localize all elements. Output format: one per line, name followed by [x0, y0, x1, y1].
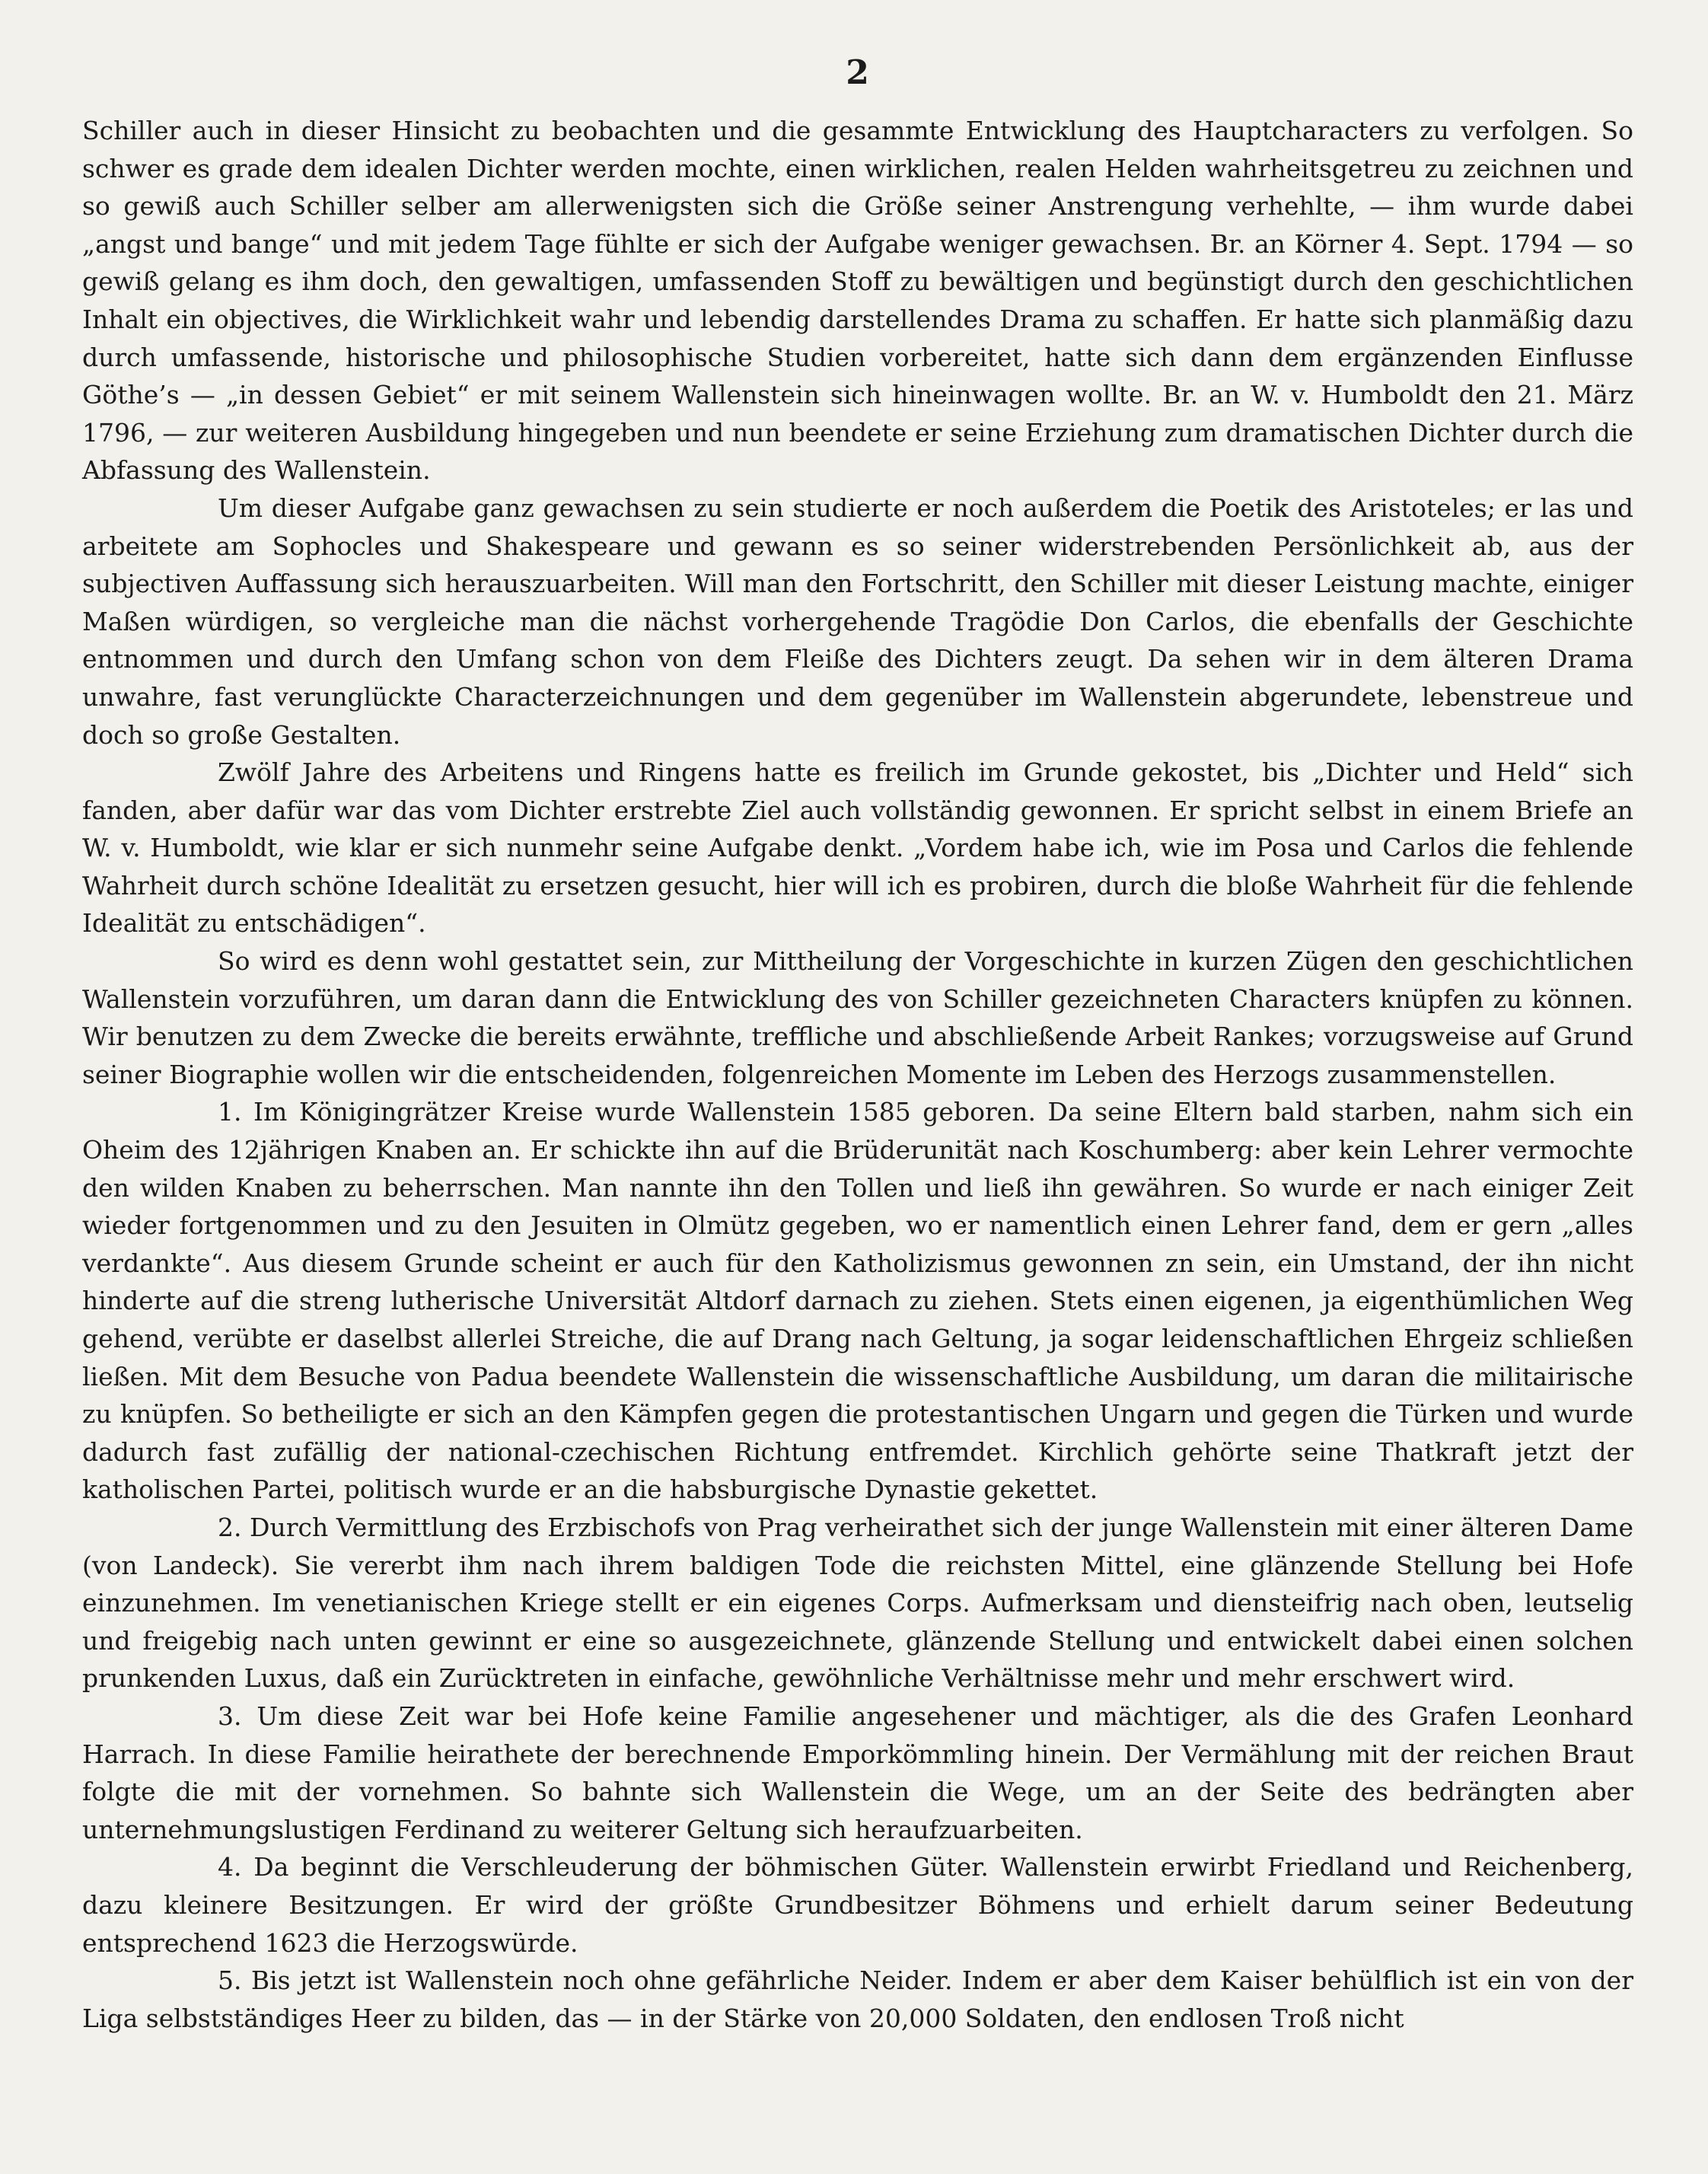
numbered-paragraph: 1. Im Königingrätzer Kreise wurde Wallenstein 1585 geboren. Da seine Eltern bald starben, nahm sich ein Oheim des 12jährigen Knaben an. Er schickte ihn auf die Brüderunität nach Koschumberg: aber kein Lehrer vermochte den wilden Knaben zu beherrschen. Man nannte ihn den Tollen und ließ ihn gewähren. So wurde er nach einiger Zeit wieder fortgenommen und zu den Jesuiten in Olmütz gegeben, wo er namentlich einen Lehrer fand, dem er gern „alles verdankte“. Aus diesem Grunde scheint er auch für den Katholizismus gewonnen zn sein, ein Umstand, der ihn nicht hinderte auf die streng lutherische Universität Altdorf darnach zu ziehen. Stets einen eigenen, ja eigenthümlichen Weg gehend, verübte er daselbst allerlei Streiche, die auf Drang nach Geltung, ja sogar leidenschaftlichen Ehrgeiz schließen ließen. Mit dem Besuche von Padua beendete Wallenstein die wissenschaftliche Ausbildung, um daran die militairische zu knüpfen. So betheiligte er sich an den Kämpfen gegen die protestantischen Ungarn und gegen die Türken und wurde dadurch fast zufällig der national-czechischen Richtung entfremdet. Kirchlich gehörte seine Thatkraft jetzt der katholischen Partei, politisch wurde er an die habsburgische Dynastie gekettet. — [82, 1097, 1633, 1505]
numbered-paragraph: 3. Um diese Zeit war bei Hofe keine Familie angesehener und mächtiger, als die des Grafen Leonhard Harrach. In diese Familie heirathete der berechnende Emporkömmling hinein. Der Vermählung mit der reichen Braut folgte die mit der vornehmen. So bahnte sich Wallenstein die Wege, um an der Seite des bedrängten aber unternehmungslustigen Ferdinand zu weiterer Geltung sich heraufzuarbeiten. — [82, 1701, 1633, 1844]
paragraph: Zwölf Jahre des Arbeitens und Ringens hatte es freilich im Grunde gekostet, bis „Dichter und Held“ sich fanden, aber dafür war das vom Dichter erstrebte Ziel auch vollständig gewonnen. Er spricht selbst in einem Briefe an W. v. Humboldt, wie klar er sich nunmehr seine Aufgabe denkt. „Vordem habe ich, wie im Posa und Carlos die fehlende Wahrheit durch schöne Idealität zu ersetzen gesucht, hier will ich es probiren, durch die bloße Wahrheit für die fehlende Idealität zu entschädigen“. — [82, 757, 1633, 939]
numbered-paragraph: 5. Bis jetzt ist Wallenstein noch ohne gefährliche Neider. Indem er aber dem Kaiser behülflich ist ein von der Liga selbstständiges Heer zu bilden, das — in der Stärke von 20,000 Soldaten, den endlosen Troß nicht — [82, 1965, 1633, 2033]
numbered-paragraph: 4. Da beginnt die Verschleuderung der böhmischen Güter. Wallenstein erwirbt Friedland und Reichenberg, dazu kleinere Besitzungen. Er wird der größte Grundbesitzer Böhmens und erhielt darum seiner Bedeutung entsprechend 1623 die Herzogswürde. — [82, 1852, 1633, 1958]
numbered-paragraph: 2. Durch Vermittlung des Erzbischofs von Prag verheirathet sich der junge Wallenstein mit einer älteren Dame (von Landeck). Sie vererbt ihm nach ihrem baldigen Tode die reichsten Mittel, eine glänzende Stellung bei Hofe einzunehmen. Im venetianischen Kriege stellt er ein eigenes Corps. Aufmerksam und diensteifrig nach oben, leutselig und freigebig nach unten gewinnt er eine so ausgezeichnete, glänzende Stellung und entwickelt dabei einen solchen prunkenden Luxus, daß ein Zurücktreten in einfache, gewöhnliche Verhältnisse mehr und mehr erschwert wird. — [82, 1512, 1633, 1694]
page-number: 2 — [846, 53, 870, 92]
paragraph: Um dieser Aufgabe ganz gewachsen zu sein studierte er noch außerdem die Poetik des Aristoteles; er las und arbeitete am Sophocles und Shakespeare und gewann es so seiner widerstrebenden Persönlichkeit ab, aus der subjectiven Auffassung sich herauszuarbeiten. Will man den Fortschritt, den Schiller mit dieser Leistung machte, einiger Maßen würdigen, so vergleiche man die nächst vorhergehende Tragödie Don Carlos, die ebenfalls der Geschichte entnommen und durch den Umfang schon von dem Fleiße des Dichters zeugt. Da sehen wir in dem älteren Drama unwahre, fast verunglückte Characterzeichnungen und dem gegenüber im Wallenstein abgerundete, lebenstreue und doch so große Gestalten. — [82, 492, 1633, 750]
body-text — [82, 112, 1633, 2037]
paragraph: So wird es denn wohl gestattet sein, zur Mittheilung der Vorgeschichte in kurzen Zügen den geschichtlichen Wallenstein vorzuführen, um daran dann die Entwicklung des von Schiller gezeichneten Characters knüpfen zu können. Wir benutzen zu dem Zwecke die bereits erwähnte, treffliche und abschließende Arbeit Rankes; vorzugsweise auf Grund seiner Biographie wollen wir die entscheidenden, folgenreichen Momente im Leben des Herzogs zusammenstellen. — [82, 946, 1633, 1089]
paragraph: Schiller auch in dieser Hinsicht zu beobachten und die gesammte Entwicklung des Hauptcharacters zu verfolgen. So schwer es grade dem idealen Dichter werden mochte, einen wirklichen, realen Helden wahrheitsgetreu zu zeichnen und so gewiß auch Schiller selber am allerwenigsten sich die Größe seiner Anstrengung verhehlte, — ihm wurde dabei „angst und bange“ und mit jedem Tage fühlte er sich der Aufgabe weniger gewachsen. Br. an Körner 4. Sept. 1794 — so gewiß gelang es ihm doch, den gewaltigen, umfassenden Stoff zu bewältigen und begünstigt durch den geschichtlichen Inhalt ein objectives, die Wirklichkeit wahr und lebendig darstellendes Drama zu schaffen. Er hatte sich planmäßig dazu durch umfassende, historische und philosophische Studien vorbereitet, hatte sich dann dem ergänzenden Einflusse Göthe’s — „in dessen Gebiet“ er mit seinem Wallenstein sich hineinwagen wollte. Br. an W. v. Humboldt den 21. März 1796, — zur weiteren Ausbildung hingegeben und nun beendete er seine Erziehung zum dramatischen Dichter durch die Abfassung des Wallenstein. — [82, 116, 1633, 486]
